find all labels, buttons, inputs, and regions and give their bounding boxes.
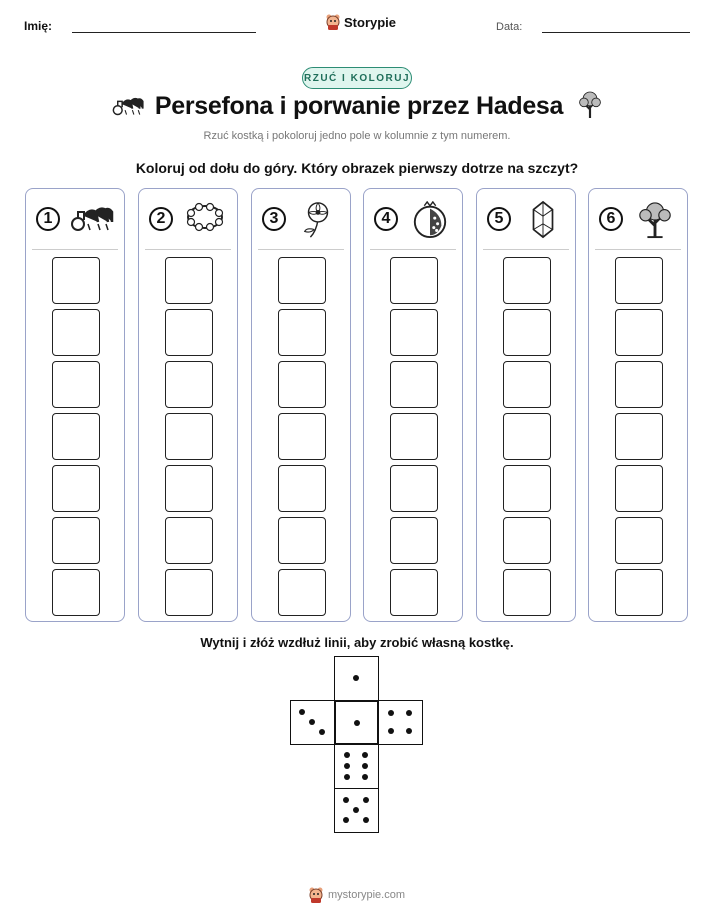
storypie-mascot-icon (326, 14, 340, 30)
die-face-top (334, 656, 379, 701)
color-cell[interactable] (165, 413, 213, 460)
color-cell[interactable] (278, 569, 326, 616)
column-divider (145, 249, 231, 250)
pip (343, 817, 349, 823)
color-cell[interactable] (503, 413, 551, 460)
pip (362, 774, 368, 780)
color-cell[interactable] (52, 257, 100, 304)
color-cell[interactable] (278, 517, 326, 564)
column-number: 1 (36, 207, 60, 231)
poppy-flower-icon (296, 201, 340, 239)
color-cell[interactable] (503, 465, 551, 512)
color-cell[interactable] (52, 361, 100, 408)
cut-instruction: Wytnij i złóż wzdłuż linii, aby zrobić własną kostkę. (200, 635, 514, 650)
column-divider (370, 249, 456, 250)
pip (344, 774, 350, 780)
color-cell[interactable] (390, 361, 438, 408)
die-face-left (290, 700, 335, 745)
color-cell[interactable] (615, 517, 663, 564)
color-cell[interactable] (615, 465, 663, 512)
column-header (364, 189, 462, 249)
name-label: Imię: (24, 19, 53, 33)
pip (363, 797, 369, 803)
column-number: 2 (149, 207, 173, 231)
color-cell[interactable] (615, 309, 663, 356)
pip (353, 807, 359, 813)
crystal-icon (521, 201, 565, 239)
instruction: Koloruj od dołu do góry. Który obrazek pierwszy dotrze na szczyt? (135, 160, 579, 176)
color-cell[interactable] (278, 465, 326, 512)
color-cell[interactable] (390, 569, 438, 616)
color-cell[interactable] (165, 257, 213, 304)
die-net (290, 656, 424, 834)
subtitle: Rzuć kostką i pokoloruj jedno pole w kolumnie z tym numerem. (203, 130, 511, 142)
die-face-bottom (334, 744, 379, 789)
column-2 (138, 188, 238, 622)
color-cell[interactable] (390, 413, 438, 460)
date-field-line[interactable] (542, 32, 690, 33)
pip (344, 763, 350, 769)
pip (354, 720, 360, 726)
pomegranate-icon (408, 201, 452, 239)
pip (343, 797, 349, 803)
tree-icon (577, 90, 603, 120)
brand-logo (326, 14, 396, 30)
column-1 (25, 188, 125, 622)
flower-wreath-icon (183, 201, 227, 239)
color-cell[interactable] (165, 517, 213, 564)
color-cell[interactable] (503, 257, 551, 304)
pip (344, 752, 350, 758)
color-cell[interactable] (615, 361, 663, 408)
column-3 (251, 188, 351, 622)
color-cell[interactable] (615, 413, 663, 460)
column-header (589, 189, 687, 249)
title-text: Persefona i porwanie przez Hadesa (154, 92, 564, 120)
date-label: Data: (496, 21, 523, 33)
pip (299, 709, 305, 715)
column-number: 4 (374, 207, 398, 231)
color-cell[interactable] (165, 309, 213, 356)
color-cell[interactable] (278, 413, 326, 460)
column-header (139, 189, 237, 249)
color-cell[interactable] (165, 569, 213, 616)
column-4 (363, 188, 463, 622)
column-number: 5 (487, 207, 511, 231)
pip (362, 763, 368, 769)
column-divider (595, 249, 681, 250)
pip (353, 675, 359, 681)
color-cell[interactable] (278, 361, 326, 408)
color-cell[interactable] (52, 465, 100, 512)
color-cell[interactable] (52, 569, 100, 616)
color-cell[interactable] (52, 413, 100, 460)
footer-url[interactable]: mystorypie.com (327, 889, 406, 901)
chariot-icon (111, 94, 145, 116)
pip (406, 728, 412, 734)
pip (388, 710, 394, 716)
column-divider (258, 249, 344, 250)
pip (309, 719, 315, 725)
die-face-center (334, 700, 379, 745)
storypie-mascot-icon (309, 887, 323, 903)
color-cell[interactable] (165, 465, 213, 512)
column-number: 3 (262, 207, 286, 231)
color-cell[interactable] (503, 517, 551, 564)
color-cell[interactable] (503, 361, 551, 408)
color-cell[interactable] (390, 257, 438, 304)
column-5 (476, 188, 576, 622)
pip (319, 729, 325, 735)
color-cell[interactable] (503, 309, 551, 356)
color-cell[interactable] (390, 517, 438, 564)
color-cell[interactable] (615, 257, 663, 304)
pip (406, 710, 412, 716)
color-cell[interactable] (278, 257, 326, 304)
pip (388, 728, 394, 734)
pip (363, 817, 369, 823)
color-cell[interactable] (615, 569, 663, 616)
color-cell[interactable] (278, 309, 326, 356)
column-number: 6 (599, 207, 623, 231)
color-cell[interactable] (390, 465, 438, 512)
die-face-right (378, 700, 423, 745)
color-cell[interactable] (52, 309, 100, 356)
column-header (252, 189, 350, 249)
page-title (0, 90, 714, 121)
footer (0, 887, 714, 903)
color-cell[interactable] (390, 309, 438, 356)
tree-icon (633, 201, 677, 239)
color-cell[interactable] (52, 517, 100, 564)
pip (362, 752, 368, 758)
column-header (477, 189, 575, 249)
column-header (26, 189, 124, 249)
activity-badge: RZUĆ I KOLORUJ (302, 67, 412, 89)
column-6 (588, 188, 688, 622)
brand-name: Storypie (344, 14, 397, 30)
color-cell[interactable] (503, 569, 551, 616)
column-divider (483, 249, 569, 250)
color-cell[interactable] (165, 361, 213, 408)
chariot-icon (70, 201, 114, 239)
name-field-line[interactable] (72, 32, 256, 33)
die-face-back (334, 788, 379, 833)
column-divider (32, 249, 118, 250)
